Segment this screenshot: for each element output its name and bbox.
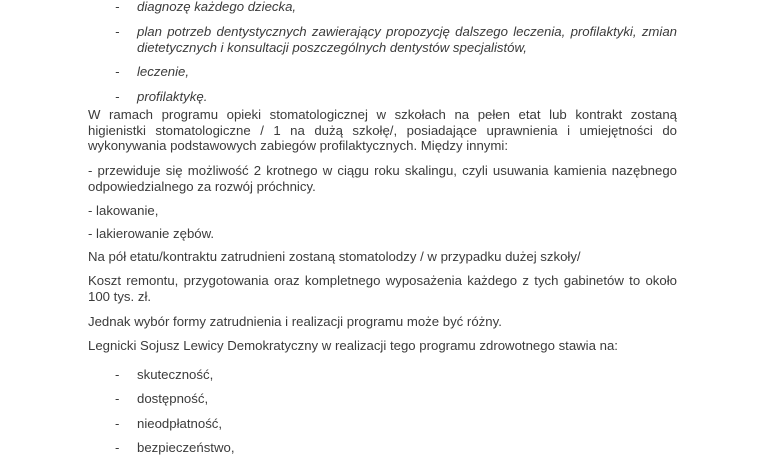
list-item-text: profilaktykę. <box>137 89 208 104</box>
bullet-dash: - <box>115 391 120 406</box>
list-item-text: leczenie, <box>137 64 190 79</box>
paragraph-wybor: Jednak wybór formy zatrudnienia i realizacji programu może być różny. <box>88 314 502 329</box>
list-item <box>88 89 677 105</box>
list-item-text: plan potrzeb dentystycznych zawierający propozycję dalszego leczenia, profilaktyki, zmian dietetycznych i konsultacji poszczególnych dentystów specjalistów, <box>137 24 677 55</box>
bullet-dash: - <box>115 0 120 14</box>
list-item-text: diagnozę każdego dziecka, <box>137 0 297 14</box>
paragraph-lakierowanie: - lakierowanie zębów. <box>88 226 215 241</box>
bullet-dash: - <box>115 367 120 382</box>
paragraph-skaling: - przewiduje się możliwość 2 krotnego w ciągu roku skalingu, czyli usuwania kamienia nazębnego odpowiedzialnego za rozwój próchnicy. <box>88 163 677 194</box>
list-item-text: bezpieczeństwo, <box>137 440 235 455</box>
bullet-dash: - <box>115 24 120 39</box>
bullet-dash: - <box>115 416 120 431</box>
list-item-text: nieodpłatność, <box>137 416 223 431</box>
paragraph-sojusz: Legnicki Sojusz Lewicy Demokratyczny w realizacji tego programu zdrowotnego stawia na: <box>88 338 618 353</box>
list-item <box>88 64 677 80</box>
list-item-text: skuteczność, <box>137 367 214 382</box>
list-item <box>88 391 677 407</box>
bullet-dash: - <box>115 89 120 104</box>
list-item <box>88 367 677 383</box>
list-item-text: dostępność, <box>137 391 209 406</box>
list-item <box>88 0 677 15</box>
paragraph-lakowanie: - lakowanie, <box>88 203 159 218</box>
list-item <box>88 416 677 432</box>
bullet-dash: - <box>115 64 120 79</box>
paragraph-zatrudnienie: Na pół etatu/kontraktu zatrudnieni zostaną stomatolodzy / w przypadku dużej szkoły/ <box>88 249 581 264</box>
paragraph-koszt: Koszt remontu, przygotowania oraz kompletnego wyposażenia każdego z tych gabinetów to około 100 tys. zł. <box>88 273 677 304</box>
bullet-dash: - <box>115 440 120 455</box>
list-item <box>88 440 677 456</box>
list-item <box>88 24 677 55</box>
paragraph-program: W ramach programu opieki stomatologicznej w szkołach na pełen etat lub kontrakt zostaną higienistki stomatologiczne / 1 na dużą szkołę/, posiadające uprawnienia i umiejętności do wykonywania podstawowych zabiegów profilaktycznych. Między innymi: <box>88 107 677 153</box>
